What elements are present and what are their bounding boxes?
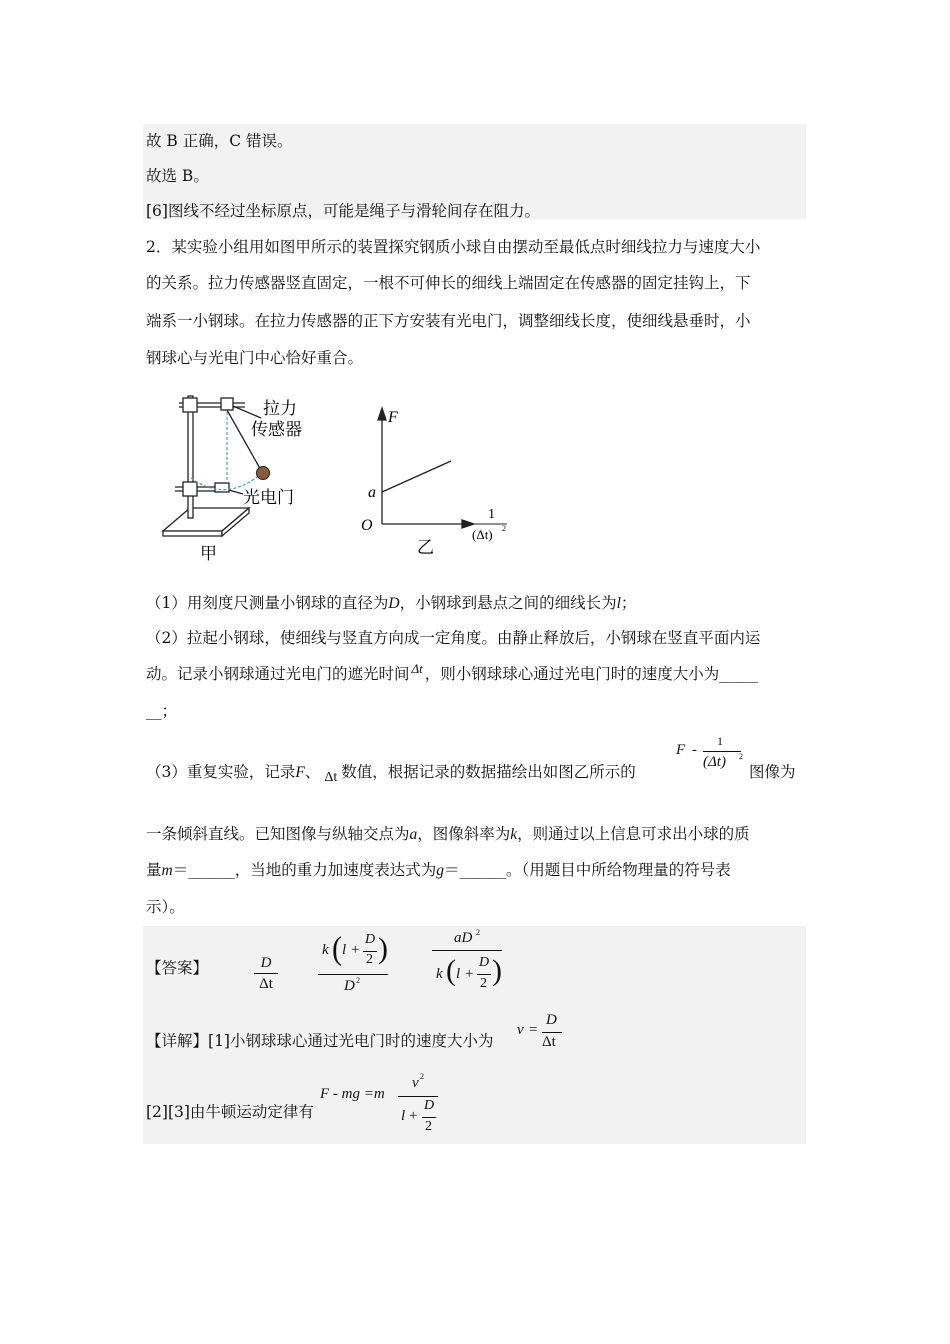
formula-F: F	[676, 742, 686, 758]
formula-superscript: 2	[739, 752, 743, 761]
step2-line-1: （2）拉起小钢球，使细线与竖直方向成一定角度。由静止释放后，小钢球在竖直平面内运	[146, 629, 761, 647]
sensor-label-line1: 拉力	[263, 399, 297, 419]
answer-3-rparen: )	[492, 954, 502, 987]
velocity-bar	[542, 1032, 562, 1033]
delta-t-symbol-2: Δt	[324, 770, 338, 785]
answer-3-k: k	[436, 966, 443, 982]
formula-bar	[703, 751, 741, 752]
answer-2-plus: +	[351, 942, 360, 958]
step3-text-line2c: ，则通过以上信息可求出小球的质	[517, 825, 750, 843]
origin-label: O	[361, 517, 373, 534]
answer-2-D: D	[365, 932, 376, 947]
y-axis-label: F	[388, 409, 398, 426]
question-line-2: 的关系。拉力传感器竖直固定，一根不可伸长的细线上端固定在传感器的固定挂钩上，下	[146, 274, 751, 292]
answer-2-k: k	[322, 942, 329, 958]
x-axis-denominator: (Δt)	[472, 527, 493, 542]
prev-solution-line-3: [6]图线不经过坐标原点，可能是绳子与滑轮间存在阻力。	[146, 202, 540, 220]
detail-text-1: [1]小钢球球心通过光电门时的速度大小为	[208, 1032, 494, 1050]
answer-1-numerator: D	[260, 955, 272, 971]
graph-line	[382, 461, 451, 492]
step3-text-line3a: 量	[146, 861, 162, 879]
velocity-formula	[517, 1012, 567, 1056]
graph-type-formula	[676, 734, 746, 778]
question-line-3: 端系一小钢球。在拉力传感器的正下方安装有光电门，调整细线长度，使细线悬垂时，小	[146, 312, 751, 330]
question-line-1: 2．某实验小组用如图甲所示的装置探究钢质小球自由摆动至最低点时细线拉力与速度大小	[146, 238, 761, 256]
answer-2-two: 2	[366, 952, 373, 967]
newton-den-2: 2	[425, 1119, 432, 1134]
answer-2-fraction	[318, 930, 390, 998]
figure-yi-graph	[355, 400, 515, 560]
step3-line-4: 示）。	[146, 898, 185, 916]
velocity-v: v	[517, 1022, 524, 1038]
step2-line-3: __；	[146, 702, 178, 720]
newton-lhs: F - mg =m	[320, 1086, 385, 1102]
answer-3-sup: 2	[476, 928, 480, 937]
answer-1-fraction	[254, 954, 278, 998]
question-line-4: 钢球心与光电门中心恰好重合。	[146, 349, 364, 367]
velocity-denominator: Δt	[542, 1034, 556, 1050]
force-symbol: F	[295, 764, 305, 781]
answer-2-rparen: )	[378, 932, 388, 965]
newton-den-D: D	[424, 1098, 435, 1113]
step2-line-2	[146, 662, 758, 684]
figure-yi-caption: 乙	[417, 538, 434, 558]
step1-text-c: ；	[620, 594, 637, 612]
step3-line-2	[146, 822, 750, 844]
mass-symbol: m	[161, 862, 173, 879]
formula-dash: -	[692, 742, 697, 758]
figure-jia-caption: 甲	[200, 544, 217, 564]
detail-label: 【详解】	[146, 1032, 209, 1050]
answer-3-two: 2	[480, 976, 487, 991]
answer-2-denominator: D	[344, 978, 355, 994]
step3-text-line3b: ＝______，当地的重力加速度表达式为	[172, 861, 437, 879]
answer-3-plus: +	[465, 966, 474, 982]
answer-3-numerator: aD	[454, 930, 473, 946]
gate-label: 光电门	[243, 488, 294, 508]
prev-solution-line-2: 故选 B。	[146, 167, 209, 185]
answer-1-denominator: Δt	[259, 976, 273, 992]
answer-3-D: D	[479, 955, 490, 970]
step3-text-c: 数值，根据记录的数据描绘出如图乙所示的	[341, 763, 636, 781]
answer-2-bar	[318, 974, 388, 975]
detail-line-2: [2][3]由牛顿运动定律有	[146, 1103, 314, 1121]
newton-den-l: l	[401, 1108, 406, 1124]
step3-line-1	[146, 760, 636, 785]
figure-jia-apparatus	[155, 386, 355, 564]
prev-solution-line-1: 故 B 正确，C 错误。	[146, 132, 293, 150]
length-symbol: l	[616, 595, 621, 612]
newton-den-plus: +	[409, 1108, 418, 1124]
step2-text-a: 动。记录小钢球通过光电门的遮光时间	[146, 665, 410, 683]
formula-numerator: 1	[717, 734, 723, 748]
newton-v: v	[412, 1075, 419, 1091]
newton-formula	[320, 1072, 450, 1142]
step3-text-line2a: 一条倾斜直线。已知图像与纵轴交点为	[146, 825, 410, 843]
newton-v-sup: 2	[420, 1072, 424, 1081]
velocity-numerator: D	[546, 1012, 557, 1028]
step3-text-b: 、	[304, 763, 321, 781]
velocity-eq: =	[529, 1022, 538, 1038]
step3-line-3	[146, 858, 731, 880]
sensor-label-line2: 传感器	[251, 420, 302, 440]
newton-inner-bar	[422, 1117, 436, 1118]
delta-t-symbol: Δt	[411, 661, 423, 676]
step1-line	[146, 591, 636, 613]
answer-2-l: l	[342, 942, 347, 958]
step3-text-a: （3）重复实验，记录	[146, 763, 296, 781]
diameter-symbol: D	[388, 595, 400, 612]
intercept-symbol: a	[409, 826, 418, 843]
answer-2-lparen: (	[332, 930, 342, 967]
answer-label: 【答案】	[146, 959, 209, 977]
answer-3-inner-bar	[477, 974, 491, 975]
step2-text-b: ，则小钢球球心通过光电门时的速度大小为_____	[424, 665, 759, 683]
answer-3-lparen: (	[446, 954, 456, 987]
step3-after-formula: 图像为	[749, 763, 796, 781]
x-axis-numerator: 1	[488, 507, 495, 522]
answer-3-fraction	[432, 928, 504, 998]
answer-3-bar	[432, 950, 502, 951]
step3-text-line2b: ，图像斜率为	[417, 825, 511, 843]
x-axis-superscript: 2	[502, 524, 506, 533]
newton-bar	[398, 1096, 438, 1097]
intercept-label: a	[368, 484, 376, 501]
answer-3-l: l	[456, 966, 461, 982]
step1-text-b: ，小钢球到悬点之间的细线长为	[399, 594, 617, 612]
answer-2-sup: 2	[356, 976, 360, 985]
step1-text-a: （1）用刻度尺测量小钢球的直径为	[146, 594, 389, 612]
step3-text-line3c: ＝______。（用题目中所给物理量的符号表	[443, 861, 731, 879]
slope-symbol: k	[510, 826, 518, 843]
detail-line-1	[146, 1029, 493, 1051]
formula-denominator: (Δt)	[703, 754, 726, 770]
gravity-symbol: g	[436, 862, 444, 879]
